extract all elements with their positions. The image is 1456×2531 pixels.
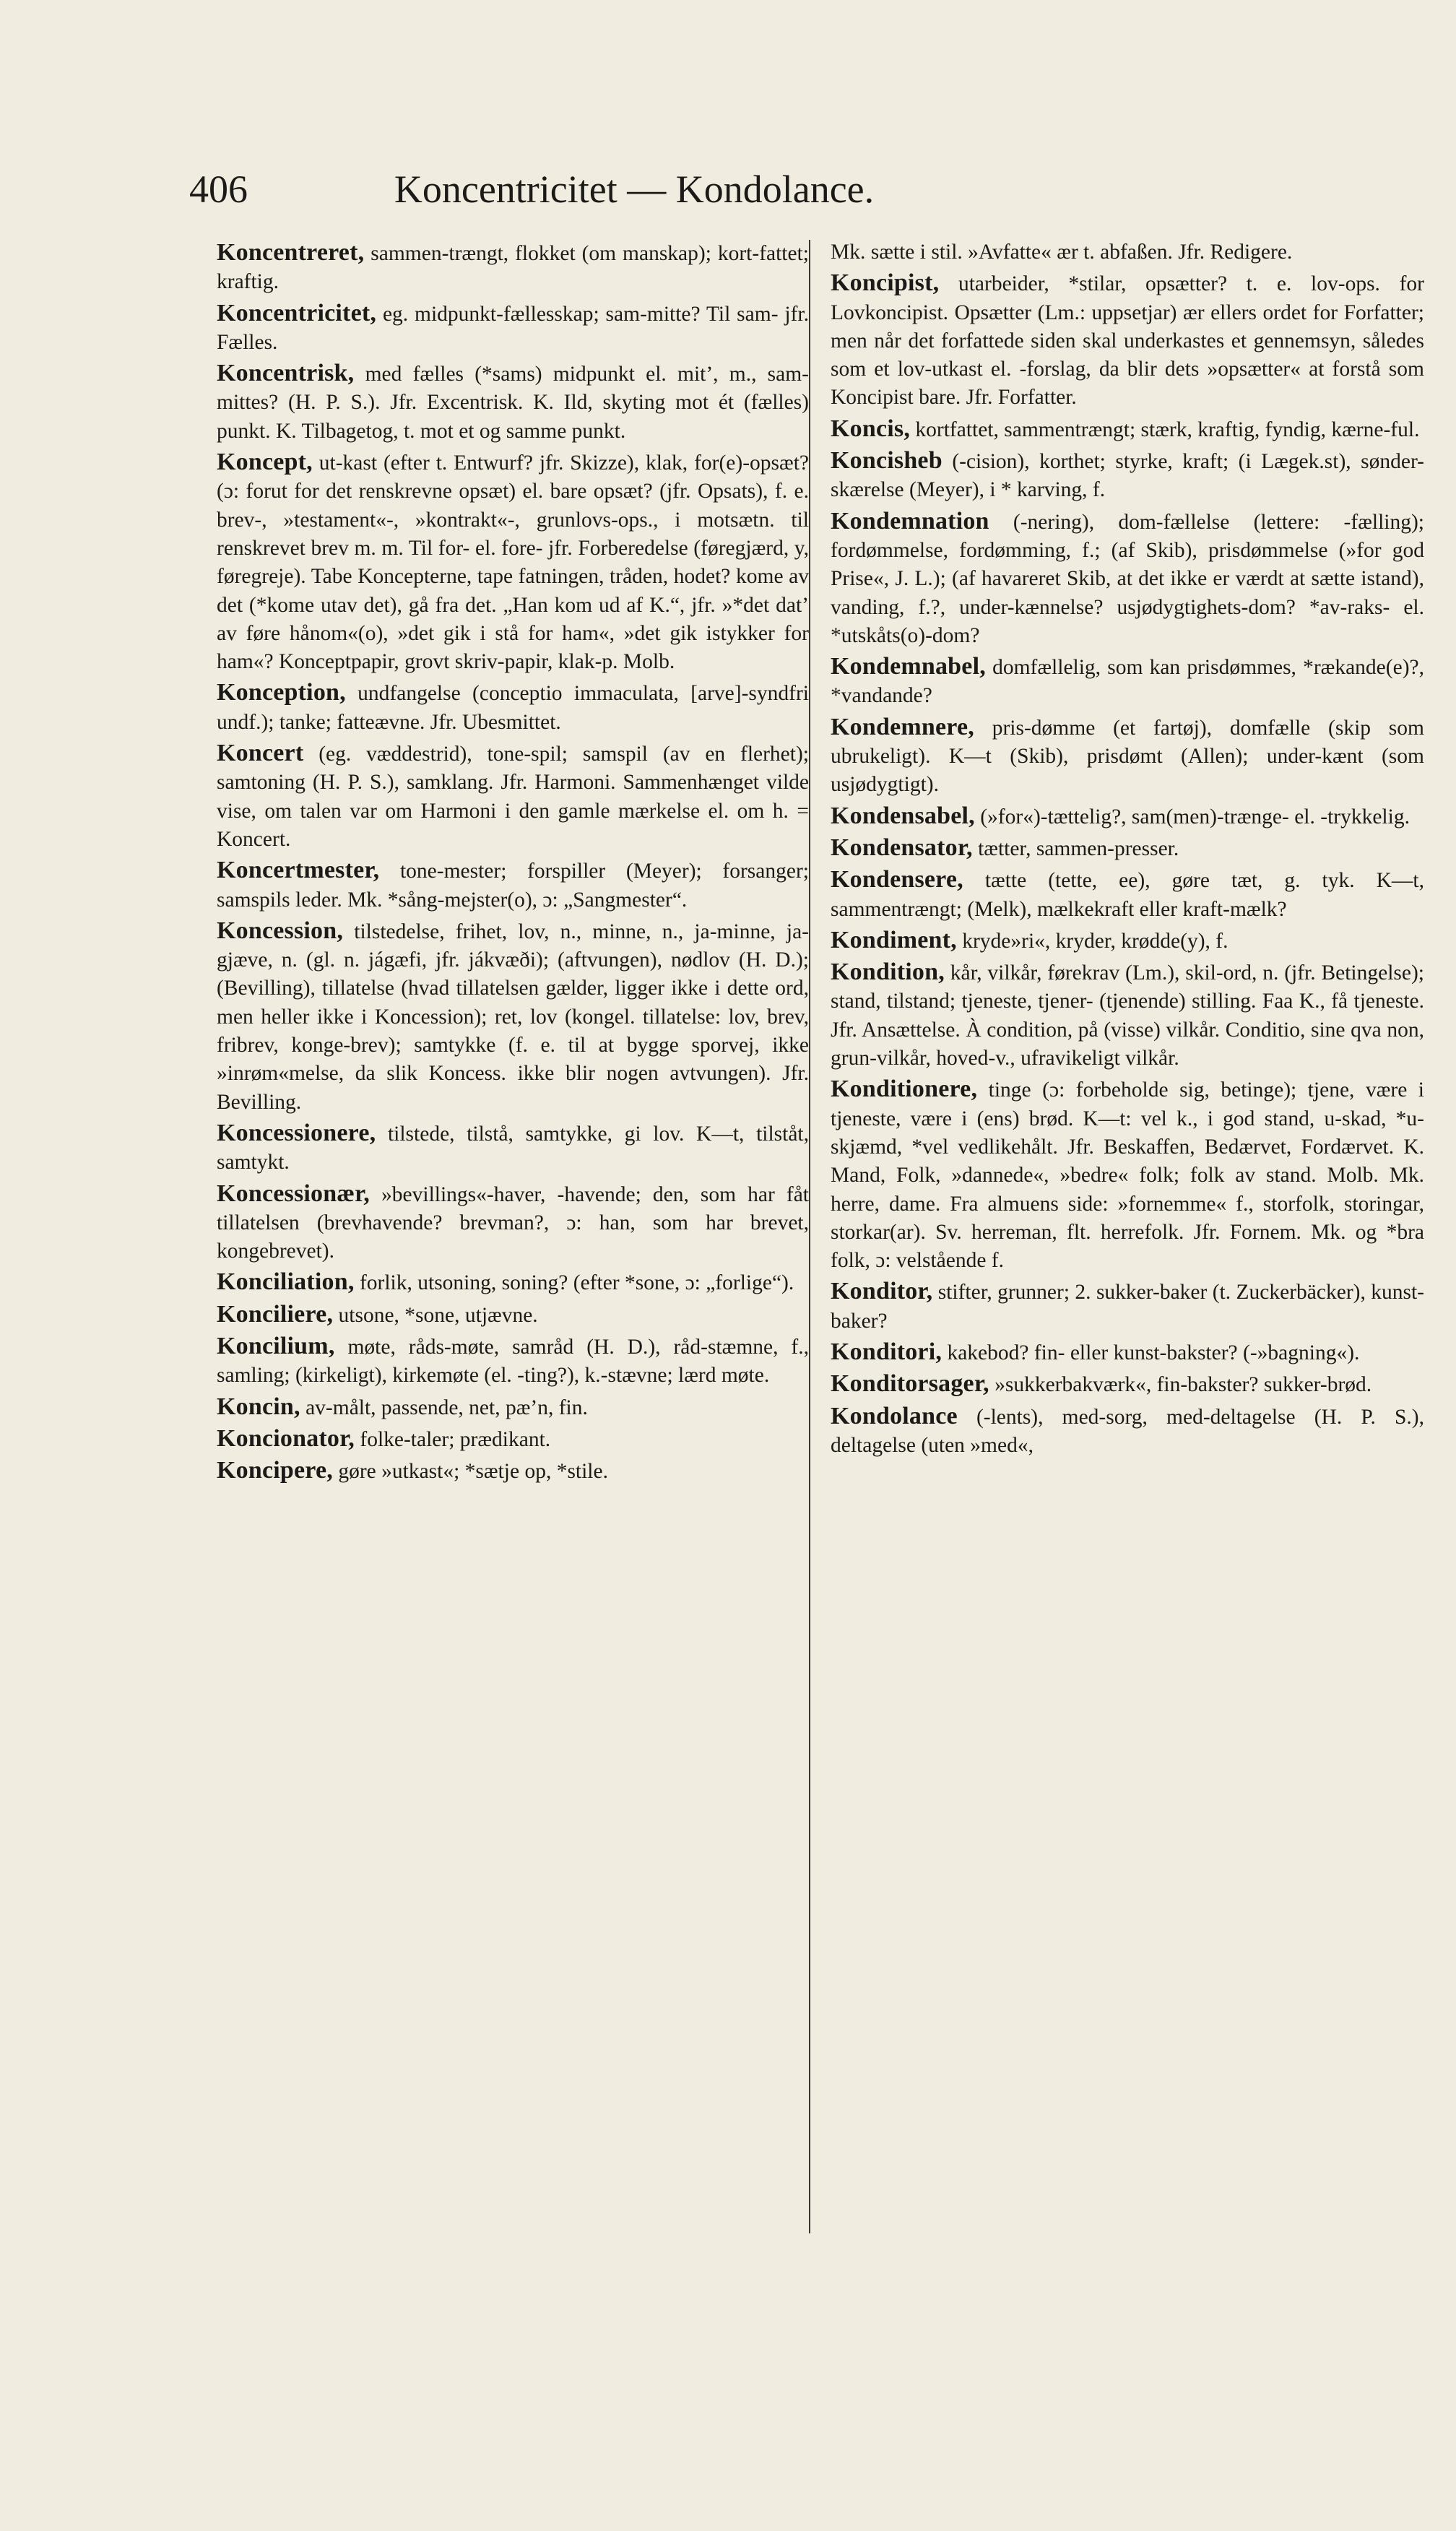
entry-headword: Koncentricitet, bbox=[217, 299, 377, 326]
entry-definition: tætte (tette, ee), gøre tæt, g. tyk. K—t, sammentrængt; (Melk), mælkekraft eller kraft-mælk? bbox=[831, 869, 1424, 921]
right-column bbox=[831, 238, 1424, 1462]
dictionary-entry bbox=[831, 652, 1424, 711]
dictionary-entry bbox=[831, 1402, 1424, 1461]
entry-headword: Konciliation, bbox=[217, 1268, 355, 1296]
entry-definition: stifter, grunner; 2. sukker-baker (t. Zuckerbäcker), kunst-baker? bbox=[831, 1281, 1424, 1333]
dictionary-entry bbox=[831, 446, 1424, 505]
entry-definition: utarbeider, *stilar, opsætter? t. e. lov-ops. for Lovkoncipist. Opsætter (Lm.: uppsetjar) ær ellers ordet for Forfatter; men når det forfattede siden skal underkastes et gennemsyn, således som et lov-utkast el. -forslag, da blir dets »opsætter« at forstå som Koncipist bare. Jfr. Forfatter. bbox=[831, 272, 1424, 410]
entry-headword: Kondition, bbox=[831, 959, 945, 986]
entry-definition: »bevillings«-haver, -havende; den, som har fåt tillatelsen (brevhavende? brevman?, ɔ: han, som har brevet, kongebrevet). bbox=[217, 1182, 809, 1263]
entry-headword: Konditionere, bbox=[831, 1076, 978, 1103]
dictionary-entry bbox=[217, 1332, 809, 1390]
entry-headword: Kondensator, bbox=[831, 834, 973, 861]
entry-definition: (eg. væddestrid), tone-spil; samspil (av en flerhet); samtoning (H. P. S.), samklang. Jfr. Harmoni. Sammenhænget vilde vise, om talen var om Harmoni i den gamle mærkelse el. om h. = Koncert. bbox=[217, 743, 809, 851]
dictionary-entry bbox=[217, 739, 809, 854]
page-title: Koncentricitet — Kondolance. bbox=[394, 168, 875, 211]
entry-headword: Koncipist, bbox=[831, 269, 940, 297]
entry-definition: domfællelig, som kan prisdømmes, *rækande(e)?, *vandande? bbox=[831, 656, 1424, 708]
entry-headword: Koncertmester, bbox=[217, 857, 380, 884]
column-divider bbox=[809, 240, 810, 2233]
entry-headword: Kondemnere, bbox=[831, 713, 974, 740]
entry-headword: Koncert bbox=[217, 740, 304, 767]
entry-definition: kortfattet, sammentrængt; stærk, kraftig, fyndig, kærne-ful. bbox=[910, 417, 1420, 441]
entry-headword: Kondensere, bbox=[831, 866, 963, 894]
entry-definition: tone-mester; forspiller (Meyer); forsanger; samspils leder. Mk. *sång-mejster(o), ɔ: „Sangmester“. bbox=[217, 860, 809, 912]
entry-definition: (-cision), korthet; styrke, kraft; (i Lægek.st), sønder-skærelse (Meyer), i * karving, f. bbox=[831, 450, 1424, 502]
entry-headword: Kondensabel, bbox=[831, 802, 975, 829]
running-head bbox=[189, 160, 1079, 218]
entry-headword: Konciliere, bbox=[217, 1300, 334, 1328]
dictionary-entry bbox=[831, 1370, 1424, 1399]
entry-definition: tætter, sammen-presser. bbox=[972, 836, 1179, 860]
dictionary-entry bbox=[217, 448, 809, 676]
dictionary-entry bbox=[831, 415, 1424, 444]
dictionary-entry bbox=[831, 1277, 1424, 1336]
entry-definition: tilstedelse, frihet, lov, n., minne, n., ja-minne, ja-gjæve, n. (gl. n. jágæfi, jfr. jákvæði); (aftvungen), nødlov (H. D.); (Bevilling), tillatelse (hvad tillatelsen gælder, ligger ikke i dette ord, men heller ikke i Koncession); ret, lov (kongel. tillatelse: lov, brev, fribrev, konge-brev); samtykke (f. e. til at bygge sporvej, ikke »inrøm«melse, da slik Koncess. ikke blir nogen avtvungen). Jfr. Bevilling. bbox=[217, 920, 809, 1114]
entry-headword: Koncionator, bbox=[217, 1424, 355, 1452]
entry-definition: tinge (ɔ: forbeholde sig, betinge); tjene, være i tjeneste, være i (ens) brød. K—t: vel k., i god stand, u-skad, *u-skjæmd, *vel vedlikehålt. Jfr. Beskaffen, Bedærvet, Fordærvet. K. Mand, Folk, »dannede«, »bedre« folk; folk av stand. Molb. Mk. herre, dame. Fra almuens side: »fornemme« f., storfolk, storingar, storkar(ar). Sv. herreman, flt. herrefolk. Jfr. Fornem. Mk. og *bra folk, ɔ: velstående f. bbox=[831, 1078, 1424, 1273]
dictionary-entry bbox=[831, 958, 1424, 1073]
dictionary-entry bbox=[217, 917, 809, 1117]
entry-definition: (-lents), med-sorg, med-deltagelse (H. P. S.), deltagelse (uten »med«, bbox=[831, 1405, 1424, 1457]
entry-definition: gøre »utkast«; *sætje op, *stile. bbox=[332, 1460, 608, 1484]
page-number: 406 bbox=[189, 168, 248, 211]
entry-headword: Koncentrisk, bbox=[217, 360, 355, 387]
entry-definition: eg. midpunkt-fællesskap; sam-mitte? Til sam- jfr. Fælles. bbox=[217, 302, 809, 354]
entry-headword: Koncessionær, bbox=[217, 1180, 370, 1207]
dictionary-entry bbox=[217, 1424, 809, 1454]
entry-headword: Koncisheb bbox=[831, 447, 942, 475]
entry-definition: sammen-trængt, flokket (om manskap); kort-fattet; kraftig. bbox=[217, 242, 809, 294]
dictionary-entry bbox=[217, 1300, 809, 1330]
entry-definition: forlik, utsoning, soning? (efter *sone, ɔ: „forlige“). bbox=[354, 1271, 794, 1295]
entry-definition: pris-dømme (et fartøj), domfælle (skip som ubrukeligt). K—t (Skib), prisdømt (Allen); under-kænt (som usjødygtigt). bbox=[831, 716, 1424, 797]
entry-definition: kryde»ri«, kryder, krødde(y), f. bbox=[956, 929, 1228, 953]
entry-headword: Kondiment, bbox=[831, 926, 957, 953]
dictionary-entry bbox=[831, 1075, 1424, 1275]
entry-headword: Koncept, bbox=[217, 449, 313, 476]
entry-definition: undfangelse (conceptio immaculata, [arve]-syndfri undf.); tanke; fatteævne. Jfr. Ubesmittet. bbox=[217, 682, 809, 734]
entry-headword: Konditori, bbox=[831, 1338, 942, 1365]
entry-headword: Kondemnation bbox=[831, 507, 989, 535]
entry-definition: ut-kast (efter t. Entwurf? jfr. Skizze), klak, for(e)-opsæt? (ɔ: forut for det renskrevne opsæt) el. bare opsæt? (jfr. Opsats), f. e. brev-, »testament«-, »kontrakt«-, grunlovs-ops., i motsætn. til renskrevet brev m. m. Til for- el. fore- jfr. Forberedelse (føregjærd, y, føregreje). Tabe Koncepterne, tape fatningen, tråden, hodet? kome av det (*kome utav det), gå fra det. „Han kom ud af K.“, jfr. »*det dat’ av føre hånom«(o), »det gik i stå for ham«, »det gik istykker for ham«? Konceptpapir, grovt skriv-papir, klak-p. Molb. bbox=[217, 451, 809, 674]
dictionary-entry bbox=[217, 238, 809, 297]
dictionary-entry bbox=[217, 359, 809, 446]
entry-definition: kår, vilkår, førekrav (Lm.), skil-ord, n. (jfr. Betingelse); stand, tilstand; tjeneste, tjener- (tjenende) stilling. Faa K., få tjeneste. Jfr. Ansættelse. À condition, på (visse) vilkår. Conditio, sine qva non, grun-vilkår, hoved-v., ufravikeligt vilkår. bbox=[831, 961, 1424, 1070]
dictionary-entry bbox=[831, 507, 1424, 650]
dictionary-entry bbox=[831, 238, 1424, 267]
entry-headword: Koncessionere, bbox=[217, 1119, 376, 1146]
dictionary-entry bbox=[217, 1268, 809, 1297]
dictionary-entry bbox=[217, 299, 809, 358]
entry-definition: møte, råds-møte, samråd (H. D.), råd-stæmne, f., samling; (kirkeligt), kirkemøte (el. -ting?), k.-stævne; lærd møte. bbox=[217, 1335, 809, 1388]
dictionary-entry bbox=[217, 1456, 809, 1486]
entry-headword: Koncentreret, bbox=[217, 239, 365, 266]
entry-definition: av-målt, passende, net, pæ’n, fin. bbox=[300, 1396, 588, 1419]
entry-definition: tilstede, tilstå, samtykke, gi lov. K—t, tilståt, samtykt. bbox=[217, 1122, 809, 1174]
entry-headword: Konditorsager, bbox=[831, 1370, 989, 1398]
entry-definition: med fælles (*sams) midpunkt el. mit’, m., sam-mittes? (H. P. S.). Jfr. Excentrisk. K. Ild, skyting mot ét (fælles) punkt. K. Tilbagetog, t. mot et og samme punkt. bbox=[217, 363, 809, 443]
dictionary-entry bbox=[217, 1393, 809, 1422]
dictionary-entry bbox=[831, 713, 1424, 800]
entry-headword: Koncipere, bbox=[217, 1457, 333, 1484]
entry-definition: kakebod? fin- eller kunst-bakster? (-»bagning«). bbox=[942, 1341, 1360, 1364]
entry-headword: Konception, bbox=[217, 679, 346, 706]
entry-headword: Koncilium, bbox=[217, 1332, 335, 1359]
entry-headword: Kondolance bbox=[831, 1402, 958, 1429]
dictionary-entry bbox=[831, 1338, 1424, 1367]
dictionary-entry bbox=[217, 678, 809, 737]
dictionary-entry bbox=[831, 834, 1424, 863]
entry-definition: utsone, *sone, utjævne. bbox=[333, 1303, 538, 1327]
entry-definition: folke-taler; prædikant. bbox=[355, 1427, 551, 1451]
entry-definition: »sukkerbakværk«, fin-bakster? sukker-brød. bbox=[989, 1373, 1372, 1397]
dictionary-entry bbox=[831, 802, 1424, 831]
entry-definition: Mk. sætte i stil. »Avfatte« ær t. abfaßen. Jfr. Redigere. bbox=[831, 241, 1293, 264]
entry-headword: Koncis, bbox=[831, 415, 911, 442]
left-column bbox=[217, 238, 809, 1488]
entry-headword: Koncin, bbox=[217, 1393, 300, 1420]
dictionary-entry bbox=[217, 856, 809, 914]
entry-headword: Kondemnabel, bbox=[831, 653, 986, 680]
entry-headword: Koncession, bbox=[217, 917, 344, 944]
dictionary-entry bbox=[217, 1180, 809, 1266]
dictionary-entry bbox=[217, 1119, 809, 1177]
entry-definition: (-nering), dom-fællelse (lettere: -fælling); fordømmelse, fordømming, f.; (af Skib), prisdømmelse (»for god Prise«, J. L.); (af havareret Skib, at det ikke er værdt at sætte istand), vanding, f.?, under-kænnelse? usjødygtighets-dom? *av-raks- el. *utskåts(o)-dom? bbox=[831, 510, 1424, 647]
dictionary-entry bbox=[831, 926, 1424, 956]
dictionary-entry bbox=[831, 269, 1424, 412]
dictionary-entry bbox=[831, 865, 1424, 924]
entry-headword: Konditor, bbox=[831, 1278, 933, 1305]
entry-definition: (»for«)-tættelig?, sam(men)-trænge- el. -trykkelig. bbox=[974, 805, 1410, 828]
